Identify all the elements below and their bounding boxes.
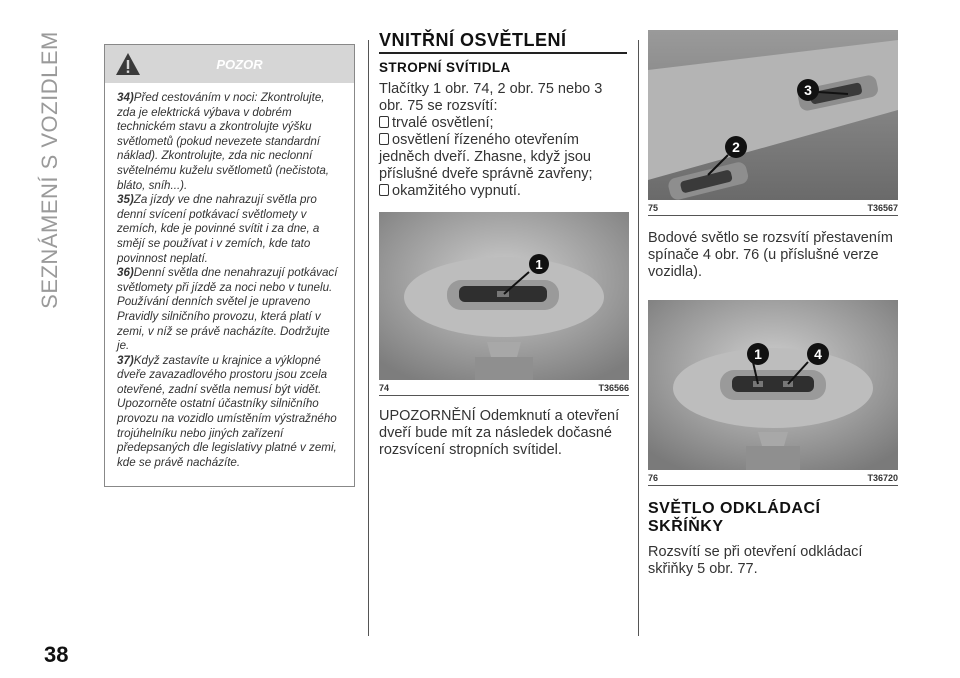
figure-code: T36566	[598, 383, 629, 393]
side-title-text: SEZNÁMENÍ S VOZIDLEM	[37, 31, 62, 309]
warning-box	[104, 44, 355, 487]
warning-header	[105, 45, 354, 83]
note-text: UPOZORNĚNÍ Odemknutí a otevření dveří bude mít za následek dočasné rozsvícení stropních svítidel.	[379, 408, 620, 458]
body-text: Rozsvítí se při otevření odkládací skřiňky 5 obr. 77.	[648, 544, 863, 577]
lamp-mode-icon	[379, 133, 389, 145]
callout-label: 1	[754, 346, 762, 362]
middle-column	[379, 30, 629, 200]
intro-text: Tlačítky 1 obr. 74, 2 obr. 75 nebo 3 obr. 75 se rozsvítí:	[379, 81, 603, 114]
warning-body	[105, 83, 354, 470]
column-divider	[368, 40, 369, 636]
figure-76-image	[648, 300, 898, 470]
warning-item: 34)Před cestováním v noci: Zkontrolujte, zda je elektrická výbava v dobrém technickém stavu a zkontrolujte výšku světlometů (pokud nevezete standardní náklad). Zkontrolujte, zda nic neclonní světelnému kuželu světlometů (nečistota, bláto, sníh...).	[117, 91, 330, 192]
body-text: Bodové světlo se rozsvítí přestavením spínače 4 obr. 76 (u příslušné verze vozidla).	[648, 230, 893, 280]
warning-item: 36)Denní světla dne nenahrazují potkávací světlomety při jízdě za noci nebo v tunelu. Používání denních světel je upraveno Pravidly silničního provozu, která platí v zemi, v níž se právě nacházíte. Dodržujte je.	[117, 266, 338, 353]
heading-rule	[379, 52, 627, 54]
page-number: 38	[44, 642, 69, 667]
callout-label: 3	[804, 82, 812, 98]
figure-caption	[648, 203, 898, 213]
figure-74	[379, 212, 629, 459]
warning-title: POZOR	[216, 57, 263, 72]
warning-item: 35)Za jízdy ve dne nahrazují světla pro denní svícení potkávací světlomety v zemích, kde je povinné svítit i za dne, a smějí se používat i v zemích, kde tato povinnost neplatí.	[117, 193, 320, 265]
callout-label: 2	[732, 139, 740, 155]
section-heading: SVĚTLO ODKLÁDACÍ SKŘÍŇKY	[648, 500, 821, 535]
figure-caption	[648, 473, 898, 483]
column-divider	[638, 40, 639, 636]
warning-item: 37)Když zastavíte u krajnice a výklopné dveře zavazadlového prostoru jsou zcela otevřené, zadní světla nemusí být vidět. Upozorněte ostatní účastníky silničního provozu na vozidlo umístěním výstražného trojúhelníku nebo jiných zařízení předepsaných dle legislativy platné v zemi, kde se právě nacházíte.	[117, 353, 337, 469]
figure-76	[648, 300, 898, 578]
figure-75	[648, 30, 898, 281]
figure-code: T36567	[867, 203, 898, 213]
section-side-title	[30, 31, 70, 309]
section-heading: VNITŘNÍ OSVĚTLENÍ	[379, 30, 567, 50]
option-item: trvalé osvětlení;	[379, 115, 629, 132]
figure-number: 76	[648, 473, 659, 483]
callout-label: 1	[535, 257, 543, 272]
subsection-heading: STROPNÍ SVÍTIDLA	[379, 60, 511, 75]
figure-caption	[379, 383, 629, 393]
figure-74-image	[379, 212, 629, 380]
figure-75-image	[648, 30, 898, 200]
caption-rule	[379, 395, 629, 396]
caption-rule	[648, 485, 898, 486]
option-item: osvětlení řízeného otevřením jedněch dveří. Zhasne, když jsou příslušné dveře správně zavřeny;	[379, 132, 593, 182]
figure-number: 75	[648, 203, 659, 213]
option-item: okamžitého vypnutí.	[379, 183, 629, 200]
caption-rule	[648, 215, 898, 216]
figure-code: T36720	[867, 473, 898, 483]
lamp-mode-icon	[379, 116, 389, 128]
lamp-mode-icon	[379, 184, 389, 196]
figure-number: 74	[379, 383, 390, 393]
callout-label: 4	[814, 346, 822, 362]
